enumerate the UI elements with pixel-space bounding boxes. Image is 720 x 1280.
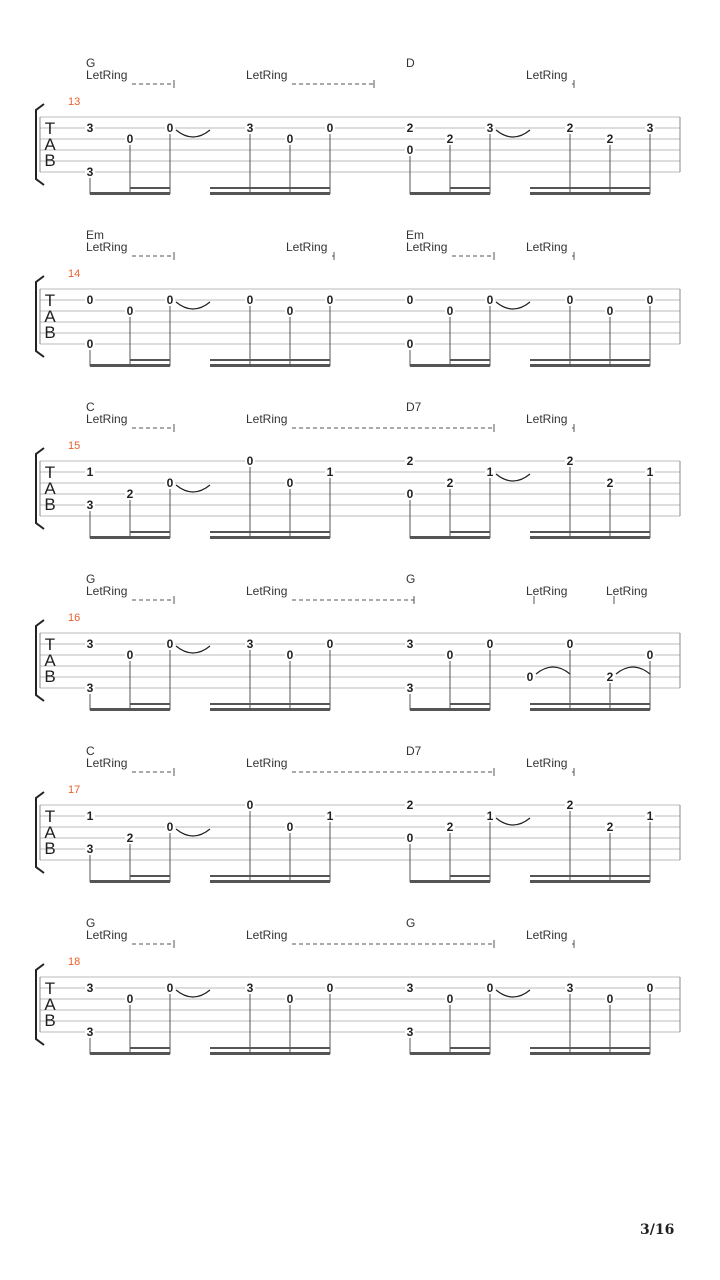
chord-name: G [406,572,416,586]
tab-clef-letter: B [44,323,56,342]
fret-number: 2 [126,487,134,501]
fret-number: 3 [86,1025,94,1039]
fret-number: 0 [246,293,254,307]
measure-number: 18 [68,956,81,968]
fret-number: 0 [286,648,294,662]
fret-number: 0 [286,476,294,490]
fret-number: 1 [86,809,94,823]
fret-number: 0 [326,121,334,135]
let-ring-label: LetRing [526,756,568,770]
fret-number: 0 [646,648,654,662]
tab-clef-letter: A [44,135,56,154]
beam-secondary [130,875,170,877]
beam-secondary [210,187,330,189]
fret-number: 3 [86,842,94,856]
let-ring-label: LetRing [526,240,568,254]
tie-arc [176,485,210,492]
let-ring-label: LetRing [86,584,128,598]
fret-number: 0 [126,304,134,318]
let-ring-label: LetRing [86,928,128,942]
tab-clef-letter: T [44,291,56,310]
beam-secondary [210,531,330,533]
fret-number: 3 [86,165,94,179]
fret-number: 0 [166,476,174,490]
fret-number: 2 [606,820,614,834]
beam [530,536,650,539]
measure-number: 13 [68,96,81,108]
fret-number: 0 [566,293,574,307]
tie-arc [496,130,530,137]
fret-number: 0 [326,293,334,307]
fret-number: 0 [326,637,334,651]
fret-number: 1 [646,809,654,823]
fret-number: 0 [166,121,174,135]
tab-clef-letter: B [44,1011,56,1030]
fret-number: 0 [246,454,254,468]
fret-number: 0 [166,637,174,651]
tab-clef-letter: A [44,995,56,1014]
beam [410,880,490,883]
tab-clef-letter: A [44,479,56,498]
let-ring-label: LetRing [86,756,128,770]
fret-number: 3 [406,981,414,995]
fret-number: 2 [406,454,414,468]
chord-name: C [86,400,95,414]
tab-clef-letter: T [44,463,56,482]
fret-number: 0 [446,304,454,318]
beam [90,192,170,195]
fret-number: 2 [566,121,574,135]
fret-number: 3 [246,981,254,995]
beam [530,880,650,883]
tie-arc [176,646,210,653]
fret-number: 0 [86,337,94,351]
chord-name: D [406,56,415,70]
fret-number: 0 [246,798,254,812]
fret-number: 3 [406,637,414,651]
beam-secondary [450,703,490,705]
fret-number: 0 [606,992,614,1006]
fret-number: 3 [86,498,94,512]
tab-clef-letter: B [44,495,56,514]
fret-number: 2 [446,820,454,834]
measure-number: 17 [68,784,81,796]
let-ring-label: LetRing [526,412,568,426]
fret-number: 3 [86,981,94,995]
fret-number: 1 [326,465,334,479]
fret-number: 2 [406,798,414,812]
let-ring-label: LetRing [526,68,568,82]
tab-clef-letter: T [44,807,56,826]
beam-secondary [530,187,650,189]
beam [530,1052,650,1055]
let-ring-label: LetRing [286,240,328,254]
fret-number: 0 [126,992,134,1006]
measure-number: 16 [68,612,81,624]
fret-number: 3 [86,121,94,135]
tie-arc [496,818,530,825]
fret-number: 3 [486,121,494,135]
fret-number: 0 [566,637,574,651]
beam-secondary [530,703,650,705]
tie-arc [176,829,210,836]
measure-number: 14 [68,268,81,280]
beam-secondary [210,1047,330,1049]
fret-number: 0 [406,487,414,501]
beam-secondary [450,531,490,533]
fret-number: 0 [406,293,414,307]
beam-secondary [530,1047,650,1049]
beam-secondary [130,187,170,189]
fret-number: 1 [86,465,94,479]
beam-secondary [210,703,330,705]
chord-name: Em [86,228,104,242]
tie-arc [536,667,570,674]
chord-name: G [86,572,96,586]
fret-number: 0 [446,648,454,662]
beam [90,1052,170,1055]
fret-number: 0 [606,304,614,318]
chord-name: G [86,916,96,930]
let-ring-label: LetRing [246,928,288,942]
fret-number: 0 [446,992,454,1006]
beam-secondary [450,187,490,189]
fret-number: 3 [86,681,94,695]
beam [90,364,170,367]
fret-number: 2 [566,454,574,468]
fret-number: 2 [406,121,414,135]
tie-arc [616,667,650,674]
beam-secondary [450,1047,490,1049]
tie-arc [496,302,530,309]
beam [210,536,330,539]
chord-name: D7 [406,400,422,414]
fret-number: 3 [246,121,254,135]
fret-number: 2 [606,476,614,490]
measure-number: 15 [68,440,81,452]
fret-number: 0 [166,293,174,307]
let-ring-label: LetRing [246,584,288,598]
let-ring-label: LetRing [86,68,128,82]
let-ring-label: LetRing [526,584,568,598]
beam [410,536,490,539]
beam-secondary [130,1047,170,1049]
fret-number: 0 [286,132,294,146]
fret-number: 0 [526,670,534,684]
fret-number: 0 [166,981,174,995]
fret-number: 2 [606,670,614,684]
tab-clef-letter: T [44,635,56,654]
beam [210,364,330,367]
beam [410,1052,490,1055]
fret-number: 0 [86,293,94,307]
beam-secondary [130,531,170,533]
fret-number: 1 [486,465,494,479]
tie-arc [496,990,530,997]
beam-secondary [450,359,490,361]
chord-name: G [86,56,96,70]
fret-number: 0 [486,293,494,307]
beam [530,364,650,367]
beam-secondary [130,359,170,361]
tab-clef-letter: A [44,651,56,670]
let-ring-label: LetRing [606,584,648,598]
fret-number: 2 [446,476,454,490]
fret-number: 0 [406,337,414,351]
beam [90,708,170,711]
tie-arc [176,302,210,309]
tab-clef-letter: T [44,119,56,138]
fret-number: 3 [86,637,94,651]
fret-number: 0 [286,820,294,834]
let-ring-label: LetRing [86,412,128,426]
tab-clef-letter: T [44,979,56,998]
tab-clef-letter: B [44,839,56,858]
beam-secondary [210,359,330,361]
fret-number: 3 [406,681,414,695]
beam-secondary [530,875,650,877]
fret-number: 0 [486,637,494,651]
chord-name: C [86,744,95,758]
tab-clef-letter: B [44,151,56,170]
beam [530,708,650,711]
tab-clef-letter: A [44,307,56,326]
beam [210,708,330,711]
fret-number: 0 [406,143,414,157]
page-number: 3/16 [640,1222,675,1238]
let-ring-label: LetRing [246,756,288,770]
beam-secondary [530,359,650,361]
fret-number: 0 [406,831,414,845]
beam [210,1052,330,1055]
fret-number: 2 [566,798,574,812]
fret-number: 0 [486,981,494,995]
beam [90,880,170,883]
let-ring-label: LetRing [246,68,288,82]
fret-number: 1 [646,465,654,479]
fret-number: 3 [246,637,254,651]
fret-number: 0 [646,293,654,307]
fret-number: 0 [286,304,294,318]
fret-number: 1 [486,809,494,823]
beam-secondary [450,875,490,877]
tie-arc [176,990,210,997]
fret-number: 2 [126,831,134,845]
beam [410,364,490,367]
beam-secondary [130,703,170,705]
fret-number: 3 [406,1025,414,1039]
fret-number: 1 [326,809,334,823]
fret-number: 0 [646,981,654,995]
beam [90,536,170,539]
fret-number: 3 [566,981,574,995]
beam [530,192,650,195]
fret-number: 0 [126,648,134,662]
chord-name: G [406,916,416,930]
fret-number: 2 [446,132,454,146]
let-ring-label: LetRing [86,240,128,254]
chord-name: Em [406,228,424,242]
tab-clef-letter: B [44,667,56,686]
fret-number: 0 [326,981,334,995]
beam [210,192,330,195]
beam [410,708,490,711]
let-ring-label: LetRing [526,928,568,942]
let-ring-label: LetRing [406,240,448,254]
beam [210,880,330,883]
tie-arc [176,130,210,137]
let-ring-label: LetRing [246,412,288,426]
fret-number: 0 [126,132,134,146]
beam [410,192,490,195]
fret-number: 0 [286,992,294,1006]
beam-secondary [210,875,330,877]
fret-number: 2 [606,132,614,146]
fret-number: 3 [646,121,654,135]
chord-name: D7 [406,744,422,758]
beam-secondary [530,531,650,533]
fret-number: 0 [166,820,174,834]
tie-arc [496,474,530,481]
tab-clef-letter: A [44,823,56,842]
